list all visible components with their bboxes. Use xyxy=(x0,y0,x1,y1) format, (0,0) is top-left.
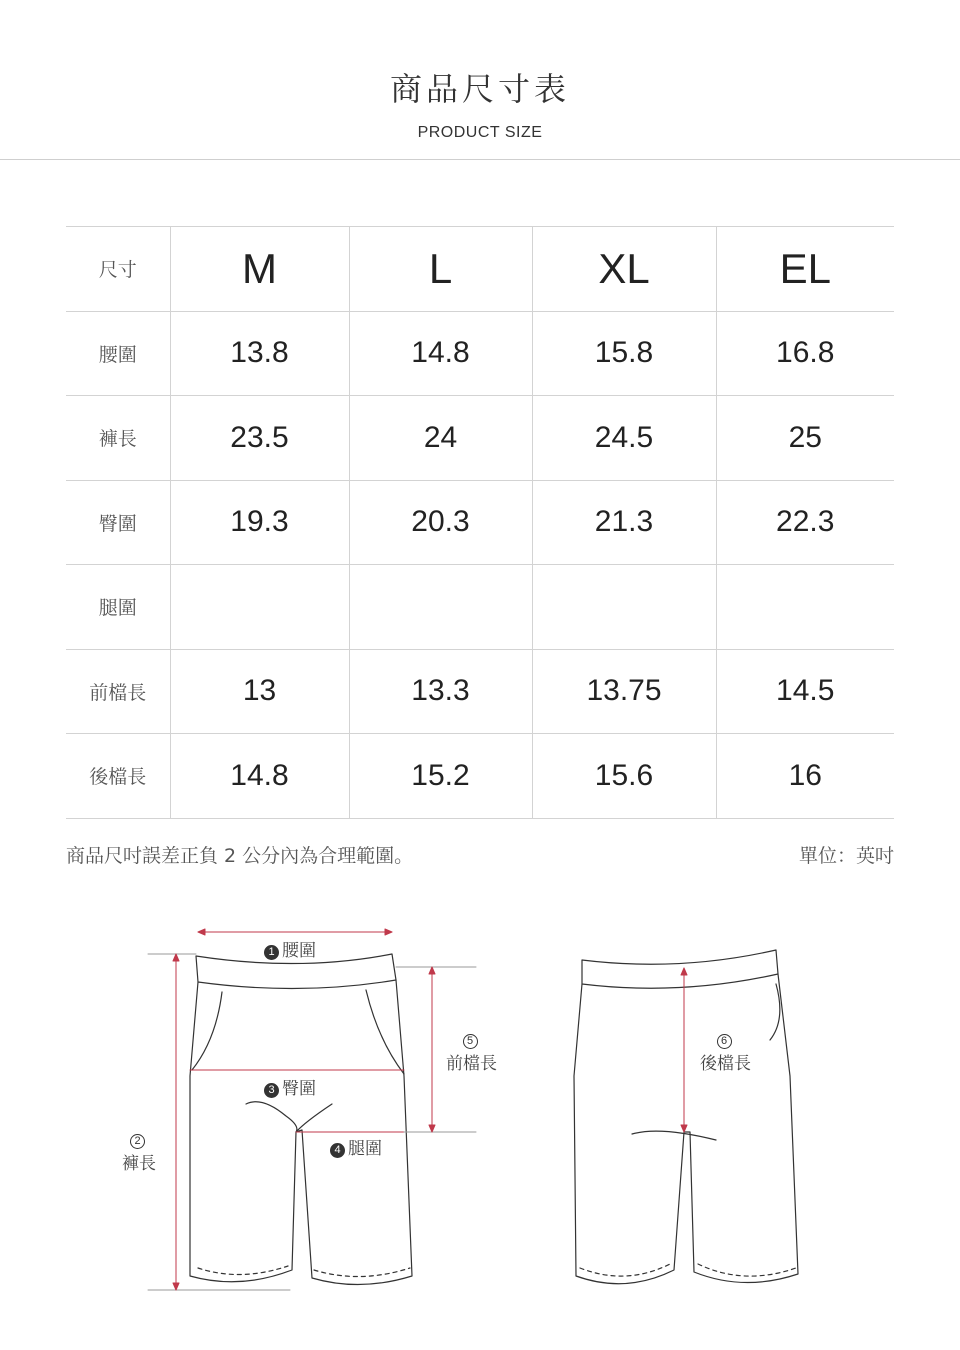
marker-2-icon: 2 xyxy=(130,1134,145,1149)
table-row xyxy=(66,396,894,481)
marker-5-icon: 5 xyxy=(463,1034,478,1049)
measurement-diagram xyxy=(0,900,960,1320)
table-cell: 20.3 xyxy=(349,480,532,565)
table-cell: 21.3 xyxy=(532,480,716,565)
front-rise-label: 5 前檔長 xyxy=(446,1035,497,1074)
marker-4-icon: 4 xyxy=(330,1143,345,1158)
marker-3-icon: 3 xyxy=(264,1083,279,1098)
hip-label: 3 臀圍 xyxy=(264,1074,316,1099)
size-header: L xyxy=(349,227,532,312)
row-label: 腿圍 xyxy=(98,597,137,620)
page-title: 商品尺寸表 xyxy=(389,70,570,108)
marker-1-icon: 1 xyxy=(264,945,279,960)
back-shorts-outline xyxy=(574,950,798,1284)
table-row xyxy=(66,734,894,819)
row-label: 前檔長 xyxy=(89,681,147,704)
row-label: 褲長 xyxy=(98,428,137,451)
front-shorts-outline xyxy=(190,954,412,1285)
corner-label: 尺寸 xyxy=(98,259,137,282)
length-label: 2 褲長 xyxy=(122,1135,156,1174)
table-cell: 13.75 xyxy=(532,649,716,734)
waist-label: 1 腰圍 xyxy=(264,936,316,961)
table-cell: 13.3 xyxy=(349,649,532,734)
table-cell: 13 xyxy=(170,649,349,734)
table-cell: 25 xyxy=(716,396,894,481)
size-header: M xyxy=(170,227,349,312)
size-header: EL xyxy=(716,227,894,312)
back-rise-label: 6 後檔長 xyxy=(700,1035,751,1074)
table-row xyxy=(66,565,894,650)
table-cell: 24 xyxy=(349,396,532,481)
table-cell: 24.5 xyxy=(532,396,716,481)
tolerance-note: 商品尺吋誤差正負 2 公分內為合理範圍。 xyxy=(66,845,414,867)
table-row xyxy=(66,480,894,565)
table-cell xyxy=(170,565,349,650)
table-cell: 13.8 xyxy=(170,311,349,396)
table-cell: 15.2 xyxy=(349,734,532,819)
unit-note: 單位：英吋 xyxy=(798,845,894,867)
table-cell: 15.8 xyxy=(532,311,716,396)
table-cell: 16.8 xyxy=(716,311,894,396)
row-label: 後檔長 xyxy=(89,766,147,789)
table-cell: 16 xyxy=(716,734,894,819)
table-cell: 23.5 xyxy=(170,396,349,481)
table-cell xyxy=(716,565,894,650)
table-cell: 19.3 xyxy=(170,480,349,565)
size-table xyxy=(66,226,894,819)
page-subtitle: PRODUCT SIZE xyxy=(417,124,543,141)
table-cell: 14.8 xyxy=(349,311,532,396)
table-cell: 15.6 xyxy=(532,734,716,819)
table-cell xyxy=(532,565,716,650)
front-measure-lines xyxy=(148,929,476,1290)
table-cell: 22.3 xyxy=(716,480,894,565)
row-label: 臀圍 xyxy=(98,512,137,535)
table-row xyxy=(66,649,894,734)
thigh-label: 4 腿圍 xyxy=(330,1134,382,1159)
size-header: XL xyxy=(532,227,716,312)
row-label: 腰圍 xyxy=(98,343,137,366)
title-divider xyxy=(0,159,960,160)
shorts-illustration xyxy=(0,900,960,1320)
marker-6-icon: 6 xyxy=(717,1034,732,1049)
table-header-row xyxy=(66,227,894,312)
table-cell xyxy=(349,565,532,650)
table-row xyxy=(66,311,894,396)
table-cell: 14.5 xyxy=(716,649,894,734)
back-measure-lines xyxy=(681,968,687,1132)
table-cell: 14.8 xyxy=(170,734,349,819)
